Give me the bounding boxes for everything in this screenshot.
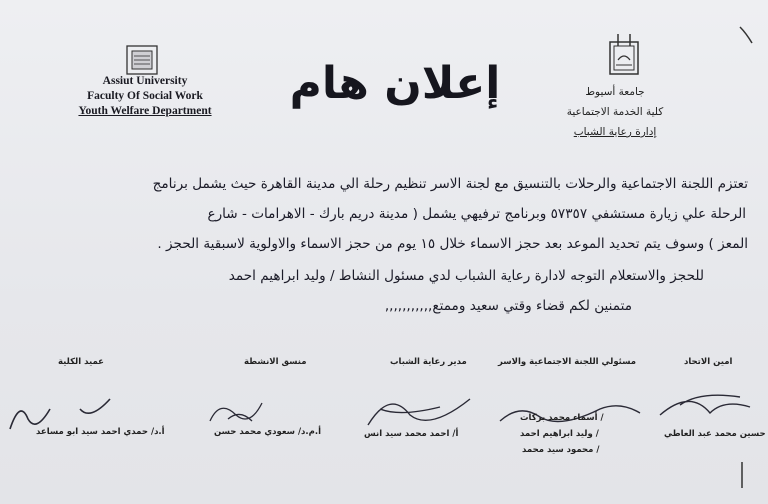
english-header (50, 74, 240, 119)
name-committee-2: / وليد ابراهيم احمد (520, 429, 599, 439)
name-activities-coordinator: أ.م.د/ سعودي محمد حسن (214, 427, 322, 437)
name-dean: أ.د/ حمدي احمد سيد ابو مساعد (36, 427, 165, 437)
role-social-committee: مسئولي اللجنة الاجتماعية والاسر (498, 357, 637, 367)
body-line-3: المعز ) وسوف يتم تحديد الموعد بعد حجز الاسماء خلال ١٥ يوم من حجز الاسماء والاولوية لاسبقية الحجز . (157, 236, 748, 252)
arabic-university-name: جامعة أسيوط (585, 86, 645, 98)
body-line-2: الرحلة علي زيارة مستشفي ٥٧٣٥٧ وبرنامج ترفيهي يشمل ( مدينة دريم بارك - الاهرامات - شارع (207, 206, 746, 222)
body-line-1: تعتزم اللجنة الاجتماعية والرحلات بالتنسيق مع لجنة الاسر تنظيم رحلة الي مدينة القاهرة حيث يشمل برنامج (152, 176, 748, 192)
body-line-5: متمنين لكم قضاء وقتي سعيد وممتع,,,,,,,,,,, (384, 298, 632, 314)
faculty-emblem-icon (125, 44, 159, 76)
name-committee-3: / محمود سيد محمد (522, 445, 600, 455)
name-youth-welfare-director: أ/ احمد محمد سيد انس (364, 429, 459, 439)
role-activities-coordinator: منسق الانشطة (244, 357, 307, 367)
arabic-header (560, 82, 670, 142)
english-department-name: Youth Welfare Department (78, 105, 212, 117)
corner-pen-mark (738, 25, 754, 45)
english-faculty-name: Faculty Of Social Work (87, 90, 203, 102)
role-dean: عميد الكلية (58, 357, 104, 367)
arabic-department-name: إدارة رعاية الشباب (573, 126, 657, 138)
announcement-title: إعلان هام (289, 58, 501, 109)
bottom-pen-mark (736, 460, 748, 490)
arabic-faculty-name: كلية الخدمة الاجتماعية (566, 106, 664, 118)
body-line-4: للحجز والاستعلام التوجه لادارة رعاية الشباب لدي مسئول النشاط / وليد ابراهيم احمد (228, 268, 704, 284)
name-committee-1: / أسماء محمد بركات (520, 413, 604, 423)
signatures-section (0, 355, 768, 504)
assiut-university-emblem-icon (606, 32, 642, 76)
name-union-secretary: حسين محمد عبد العاطي (664, 429, 766, 439)
role-youth-welfare-director: مدير رعاية الشباب (390, 357, 467, 367)
role-union-secretary: امين الاتحاد (684, 357, 733, 367)
english-university-name: Assiut University (102, 75, 188, 87)
